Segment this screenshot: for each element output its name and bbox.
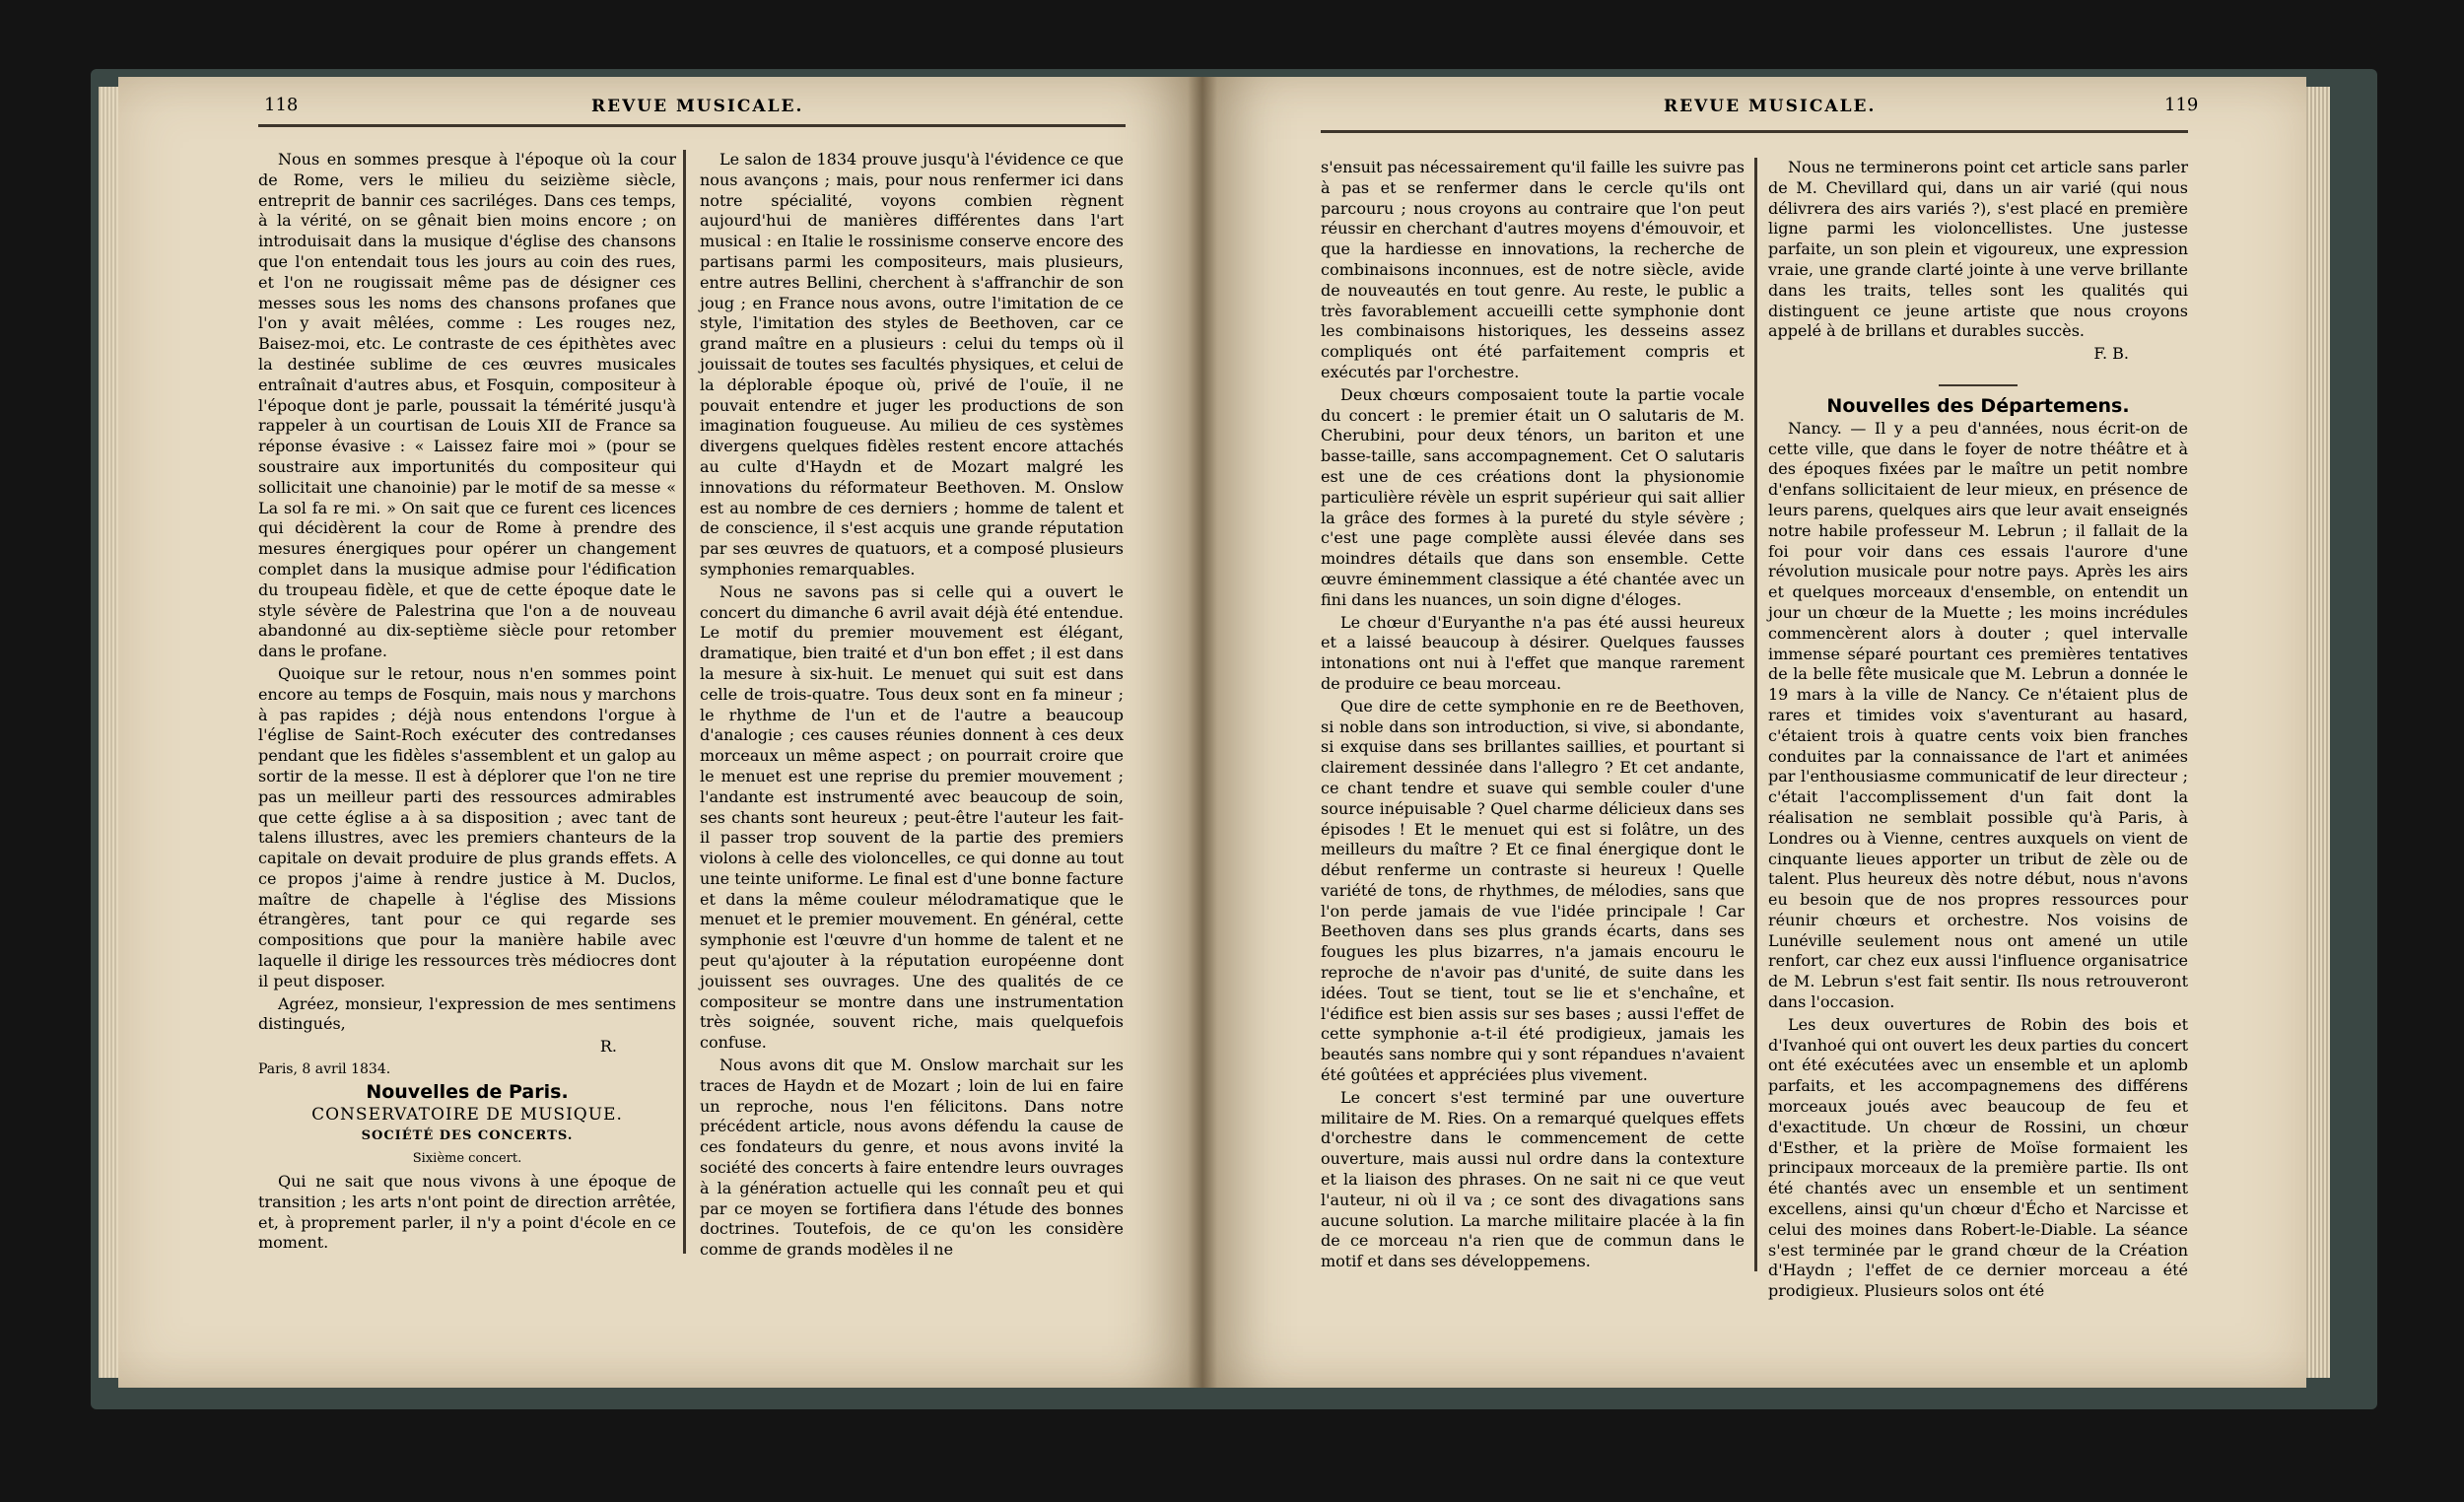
subsubsection-title: SOCIÉTÉ DES CONCERTS. [361,1128,574,1144]
paragraph: Nous en sommes presque à l'époque où la cour de Rome, vers le milieu du seizième siècle, entreprit de bannir ces sacriléges. Dans ces temps, à la vérité, on se gênait bien moins encore ; on introduisait dans la musique d'église des chansons que l'on entendait tous les jours au coin des rues, et l'on ne rougissait même pas de désigner ces messes sous les noms des chansons profanes que l'on y avait mêlées, comme : Les rouges nez, Baisez-moi, etc. Le contraste de ces épithètes avec la destinée sublime de ces œuvres musicales entraînait d'autres abus, et Fosquin, compositeur à l'époque dont je parle, poussait la témérité jusqu'à rappeler à un courtisan de Louis XII de France sa réponse évasive : « Laissez faire moi » (pour se soustraire aux importunités du compositeur qui sollicitait une chanoinie) par le motif de sa messe « La sol fa re mi. » On sait que ce furent ces licences qui décidèrent la cour de Rome à prendre des mesures énergiques pour opérer un changement complet dans la musique admise pour l'édification du troupeau fidèle, et que de cette époque date le style sévère de Palestrina que l'on a de nouveau abandonné au dix-septième siècle pour retomber dans le profane. [258,150,676,661]
paragraph: Deux chœurs composaient toute la partie vocale du concert : le premier était un O salutaris de M. Cherubini, pour deux ténors, un bariton et une basse-taille, sans accompagnement. Cet O salutaris est une de ces créations dont la physionomie particulière révèle un esprit supérieur qui sait allier la grâce des formes à la pureté du style sévère ; c'est une page complète aussi élevée dans ses moindres détails que dans son ensemble. Cette œuvre éminemment classique a été chantée avec un fini dans les nuances, un soin digne d'éloges. [1321,384,1745,609]
paragraph: Nancy. — Il y a peu d'années, nous écrit-on de cette ville, que dans le foyer de notre théâtre et à des époques fixées par le maître un petit nombre d'enfans sollicitaient de leur mieux, en présence de leurs parens, quelques airs que leur avait enseignés notre habile professeur M. Lebrun ; il fallait de la foi pour voir dans ces essais l'aurore d'une révolution musicale pour notre pays. Après les airs et quelques morceaux d'ensemble, on entendit un jour un chœur de la Muette ; les moins incrédules commencèrent alors à douter ; quel intervalle immense séparé pourtant ces premières tentatives de la belle fête musicale que M. Lebrun a donnée le 19 mars à la ville de Nancy. Ce n'étaient plus de rares et timides voix s'aventurant au hasard, c'étaient trois à quatre cents voix bien franches conduites par la connaissance de l'art et animées par l'enthousiasme communicatif de leur directeur ; c'était l'accomplissement d'un fait dont la réalisation ne semblait possible qu'à Paris, à Londres ou à Vienne, centres auxquels on vient de cinquante lieues apporter un tribut de zèle ou de talent. Plus heureux dès notre début, nous n'avons eu besoin que de nos propres ressources pour réunir chœurs et orchestre. Nos voisins de Lunéville seulement nous ont amené un utile renfort, car chez eux aussi l'influence organisatrice de M. Lebrun s'est fait sentir. Ils nous retrouveront dans l'occasion. [1768,418,2188,1012]
paragraph: s'ensuit pas nécessairement qu'il faille les suivre pas à pas et se renfermer dans le cercle qu'ils ont parcouru ; nous croyons au contraire que l'on peut réussir en cherchant d'autres moyens d'émouvoir, et que la hardiesse en innovations, la recherche de combinaisons inconnues, est de notre siècle, avide de nouveautés en tout genre. Au reste, le public a très favorablement accueilli cette symphonie dont les combinaisons historiques, les desseins assez compliqués ont été parfaitement compris et exécutés par l'orchestre. [1321,158,1745,381]
book-gutter [1188,77,1217,1388]
paragraph: Quoique sur le retour, nous n'en sommes point encore au temps de Fosquin, mais nous y marchons à pas rapides ; déjà nous entendons l'orgue à l'église de Saint-Roch exécuter des contredanses pendant que les fidèles s'assemblent et un galop au sortir de la messe. Il est à déplorer que l'on ne tire pas un meilleur parti des ressources admirables que cette église a à sa disposition ; avec tant de talens illustres, avec les premiers chanteurs de la capitale on devait produire de plus grands effets. A ce propos j'aime à rendre justice à M. Duclos, maître de chapelle à l'église des Missions étrangères, tant pour ce qui regarde ses compositions que pour la manière habile avec laquelle il dirige les ressources très médiocres dont il peut disposer. [258,663,676,990]
dateline: Paris, 8 avril 1834. [258,1061,391,1078]
right-head-rule [1321,130,2188,133]
right-column-2 [1768,158,2188,1304]
left-head-rule [258,124,1126,127]
right-column-rule [1754,158,1757,1271]
paragraph: Le salon de 1834 prouve jusqu'à l'évidence ce que nous avançons ; mais, pour nous renfermer ici dans notre spécialité, voyons combien règnent aujourd'hui de manières différentes dans l'art musical : en Italie le rossinisme conserve encore des partisans parmi les compositeurs, mais plusieurs, entre autres Bellini, cherchent à s'affranchir de son joug ; en France nous avons, outre l'imitation de ce style, l'imitation des styles de Beethoven, car ce grand maître en a plusieurs : celui du temps où il jouissait de toutes ses facultés physiques, et celui de la déplorable époque où, privé de l'ouïe, il ne pouvait entendre et juger les productions de son imagination fougueuse. Au milieu de ces systèmes divergens quelques fidèles restent encore attachés au culte d'Haydn et de Mozart malgré les innovations du réformateur Beethoven. M. Onslow est au nombre de ces derniers ; homme de talent et de conscience, il s'est acquis une grande réputation par ses œuvres de quatuors, et a composé plusieurs symphonies remarquables. [700,150,1124,579]
left-column-rule [683,150,686,1254]
section-divider [1939,384,2018,386]
concert-label: Sixième concert. [412,1151,522,1167]
paragraph: Nous avons dit que M. Onslow marchait sur les traces de Haydn et de Mozart ; loin de lui en faire un reproche, nous l'en félicitons. Dans notre précédent article, nous avons défendu la cause de ces fondateurs du genre, et nous avons invité la société des concerts à faire entendre leurs ouvrages à la génération actuelle qui les connaît peu et qui par ce moyen se fortifiera dans l'étude des bonnes doctrines. Toutefois, de ce qu'on les considère comme de grands modèles il ne [700,1056,1124,1260]
paragraph: Que dire de cette symphonie en re de Beethoven, si noble dans son introduction, si vive, si abondante, si exquise dans ses brillantes saillies, et pourtant si clairement dessinée dans l'allegro ? Et cet andante, ce chant tendre et suave qui semble couler d'une source inépuisable ? Quel charme délicieux dans ses épisodes ! Et le menuet qui est si folâtre, un des meilleurs du maître ? Et ce final énergique dont le début renferme un contraste si heureux ! Quelle variété de tons, de rhythmes, de mélodies, sans que l'on perde jamais de vue l'idée principale ! Car Beethoven dans ses plus grands écarts, dans ses fougues les plus bizarres, n'a jamais encouru le reproche de n'avoir pas d'unité, de suite dans les idées. Tout se tient, tout se lie et s'enchaîne, et l'édifice est bien assis sur ses bases ; aussi l'effet de cette symphonie a-t-il été prodigieux, jamais les beautés sans nombre qui y sont répandues n'avaient été goûtées et appréciées plus vivement. [1321,696,1745,1085]
left-running-head: REVUE MUSICALE. [591,97,804,116]
signature: R. [599,1037,617,1057]
paragraph: Qui ne sait que nous vivons à une époque de transition ; les arts n'ont point de direction arrêtée, et, à proprement parler, il n'y a point d'école en ce moment. [258,1172,676,1253]
paragraph: Le chœur d'Euryanthe n'a pas été aussi heureux et a laissé beaucoup à désirer. Quelques fausses intonations ont nui à l'effet que manque rarement de produire ce beau morceau. [1321,612,1745,693]
paragraph: Nous ne savons pas si celle qui a ouvert le concert du dimanche 6 avril avait déjà été entendue. Le motif du premier mouvement est élégant, dramatique, bien traité et d'un bon effet ; il est dans la mesure à six-huit. Le menuet qui suit est dans celle de trois-quatre. Tous deux sont en fa mineur ; le rhythme de l'un et de l'autre a beaucoup d'analogie ; ces causes réunies donnent à ces deux morceaux un même aspect ; on pourrait croire que le menuet est une reprise du premier mouvement ; l'andante est instrumenté avec beaucoup de soin, ses chants sont heureux ; peut-être l'auteur les fait-il passer trop souvent de la partie des premiers violons à celle des violoncelles, ce qui donne au tout une teinte uniforme. Le final est d'une bonne facture et dans la même couleur mélodramatique que le menuet et le premier mouvement. En général, cette symphonie est l'œuvre d'un homme de talent et ne peut qu'ajouter à la réputation européenne dont jouissent ses ouvrages. Une des qualités de ce compositeur se montre dans une instrumentation très soignée, souvent riche, mais quelquefois confuse. [700,581,1124,1053]
right-column-1 [1321,158,1745,1274]
right-running-head: REVUE MUSICALE. [1664,97,1877,116]
paragraph: Le concert s'est terminé par une ouverture militaire de M. Ries. On a remarqué quelques effets d'orchestre dans le commencement de cette ouverture, mais aussi nul ordre dans la contexture et la liaison des phrases. On ne sait ni ce que veut l'auteur, ni où il va ; ce sont des divagations sans aucune solution. La marche militaire placée à la fin de ce morceau n'a rien que de commun dans le motif et dans ses développemens. [1321,1087,1745,1271]
signature: F. B. [2093,344,2129,364]
section-title: Nouvelles de Paris. [366,1080,569,1103]
right-folio: 119 [2164,95,2199,115]
paragraph: Les deux ouvertures de Robin des bois et d'Ivanhoé qui ont ouvert les deux parties du concert ont été exécutées avec un ensemble et un aplomb parfaits, et les accompagnemens des différens morceaux joués avec beaucoup de feu et d'exactitude. Un chœur de Rossini, un chœur d'Esther, et la prière de Moïse formaient les principaux morceaux de la première partie. Ils ont été chantés avec un ensemble et un sentiment excellens, ainsi qu'un chœur d'Écho et Narcisse et celui des moines dans Robert-le-Diable. La séance s'est terminée par le grand chœur de la Création d'Haydn ; l'effet de ce dernier morceau a été prodigieux. Plusieurs solos ont été [1768,1014,2188,1301]
left-folio: 118 [264,95,299,115]
section-title: Nouvelles des Départemens. [1826,394,2130,417]
paragraph: Nous ne terminerons point cet article sans parler de M. Chevillard qui, dans un air varié (qui nous délivrera des airs variés ?), s'est placé en première ligne parmi les violoncellistes. Une justesse parfaite, un son plein et vigoureux, une expression vraie, une grande clarté jointe à une verve brillante dans les traits, telles sont les qualités qui distinguent ce jeune artiste que nous croyons appelé à de brillans et durables succès. [1768,158,2188,341]
paragraph: Agréez, monsieur, l'expression de mes sentimens distingués, [258,993,676,1034]
left-column-1 [258,150,676,1256]
left-column-2 [700,150,1124,1263]
subsection-title: CONSERVATOIRE DE MUSIQUE. [311,1104,623,1125]
